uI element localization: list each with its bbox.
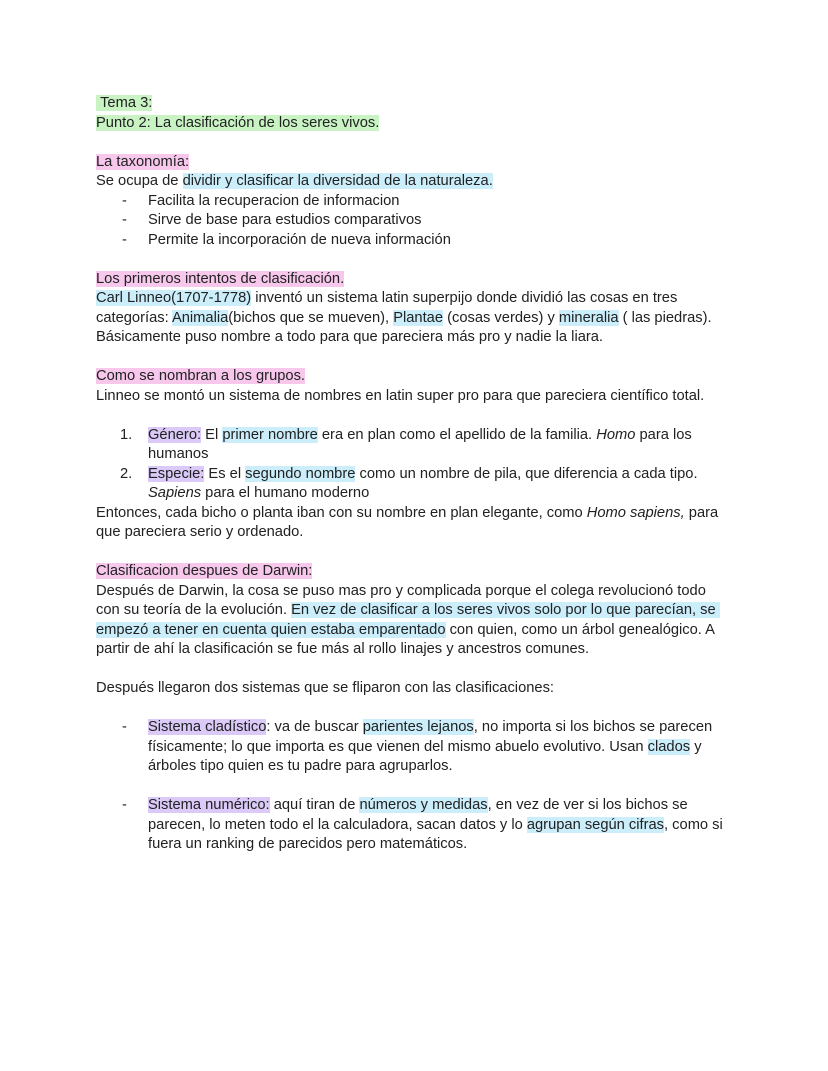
list-marker: - [122, 797, 127, 813]
bullet-item [96, 718, 732, 777]
highlighted-text-pink: La taxonomía: [96, 153, 190, 170]
paragraph [96, 114, 732, 134]
text-run: , no importa si los bichos se parecen físicamente; lo que importa es que vienen del mismo abuelo evolutivo. Usan [148, 719, 717, 755]
text-run: como un nombre de pila, que diferencia a cada tipo. [355, 465, 702, 482]
text-run: Homo sapiens, [586, 504, 685, 521]
numbered-item [96, 426, 732, 465]
blank-line [96, 777, 732, 797]
highlighted-text-cyan: Carl Linneo(1707-1778) [96, 290, 252, 306]
highlighted-text-pink: Como se nombran a los grupos. [96, 368, 305, 384]
blank-line [96, 660, 732, 680]
highlighted-text-cyan: números y medidas [359, 797, 488, 813]
list-marker: 2. [120, 465, 133, 482]
bullet-item [96, 796, 732, 855]
blank-line [96, 133, 732, 153]
text-run: Linneo se montó un sistema de nombres en latin super pro para que pareciera científico total. [96, 387, 705, 404]
text-run: : va de buscar [266, 719, 363, 735]
text-run: , en vez de ver si los bichos se parecen, lo meten todo el la calculadora, sacan datos y lo [148, 797, 692, 833]
text-run: y árboles tipo quien es tu padre para agruparlos. [148, 738, 706, 774]
highlighted-text-cyan: clados [647, 738, 691, 755]
highlighted-text-pink: Clasificacion despues de Darwin: [96, 563, 313, 579]
list-marker: - [122, 212, 127, 228]
highlighted-text-green: Punto 2: La clasificación de los seres vivos. [96, 114, 380, 131]
document-body [96, 94, 732, 855]
text-run: aquí tiran de [269, 797, 360, 813]
paragraph [96, 289, 732, 348]
numbered-item [96, 465, 732, 504]
bullet-item [96, 231, 732, 251]
list-marker: 1. [120, 426, 133, 443]
blank-line [96, 348, 732, 368]
text-run: Sapiens [148, 485, 202, 501]
text-run: Sirve de base para estudios comparativos [148, 212, 422, 228]
paragraph [96, 172, 732, 192]
highlighted-text-pink: Los primeros intentos de clasificación. [96, 270, 345, 287]
text-run: Entonces, cada bicho o planta iban con su nombre en plan elegante, como [96, 504, 587, 521]
highlighted-text-purple: Sistema cladístico [148, 719, 267, 735]
paragraph [96, 679, 732, 699]
text-run: (cosas verdes) y [443, 309, 559, 326]
paragraph [96, 94, 732, 114]
highlighted-text-green: Tema 3: [96, 95, 153, 111]
text-run: Se ocupa de [96, 173, 183, 189]
paragraph [96, 387, 732, 407]
text-run: para los humanos [148, 426, 696, 462]
text-run: Es el [204, 465, 246, 482]
highlighted-text-cyan: Animalia [171, 309, 229, 326]
text-run: Después llegaron dos sistemas que se fliparon con las clasificaciones: [96, 680, 555, 696]
paragraph [96, 582, 732, 660]
list-marker: - [122, 719, 127, 735]
text-run: ( las piedras). Básicamente puso nombre a todo para que pareciera más pro y nadie la liara. [96, 309, 716, 345]
highlighted-text-cyan: parientes lejanos [362, 719, 474, 735]
highlighted-text-cyan: segundo nombre [245, 465, 356, 482]
text-run: El [201, 426, 223, 443]
paragraph [96, 367, 732, 387]
blank-line [96, 250, 732, 270]
text-run: , como si fuera un ranking de parecidos pero matemáticos. [148, 816, 727, 852]
highlighted-text-cyan: En vez de clasificar a los seres vivos solo por lo que parecían, se empezó a tener en cuenta quien estaba emparentado [96, 602, 720, 638]
list-marker: - [122, 231, 127, 248]
text-run: (bichos que se mueven), [228, 309, 394, 326]
text-run: inventó un sistema latin superpijo donde dividió las cosas en tres categorías: [96, 290, 682, 326]
bullet-item [96, 211, 732, 231]
blank-line [96, 543, 732, 563]
highlighted-text-cyan: primer nombre [222, 426, 318, 443]
paragraph [96, 270, 732, 290]
list-marker: - [122, 192, 127, 209]
paragraph [96, 504, 732, 543]
text-run: con quien, como un árbol genealógico. A partir de ahí la clasificación se fue más al rollo linajes y ancestros comunes. [96, 621, 719, 657]
blank-line [96, 699, 732, 719]
paragraph [96, 562, 732, 582]
highlighted-text-cyan: dividir y clasificar la diversidad de la naturaleza. [182, 173, 493, 189]
highlighted-text-cyan: mineralia [558, 309, 619, 326]
text-run: para el humano moderno [201, 485, 370, 501]
text-run: era en plan como el apellido de la familia. [317, 426, 597, 443]
text-run: Facilita la recuperacion de informacion [148, 192, 400, 209]
highlighted-text-purple: Género: [148, 426, 202, 443]
highlighted-text-cyan: agrupan según cifras [526, 816, 665, 833]
blank-line [96, 406, 732, 426]
text-run: para que pareciera serio y ordenado. [96, 504, 723, 540]
text-run: Permite la incorporación de nueva información [148, 231, 451, 248]
text-run: Homo [596, 426, 636, 443]
paragraph [96, 153, 732, 173]
text-run: Después de Darwin, la cosa se puso mas pro y complicada porque el colega revolucionó todo con su teoría de la evolución. [96, 582, 710, 618]
highlighted-text-purple: Sistema numérico: [148, 797, 270, 813]
highlighted-text-cyan: Plantae [393, 309, 444, 326]
bullet-item [96, 192, 732, 212]
highlighted-text-purple: Especie: [148, 465, 205, 482]
